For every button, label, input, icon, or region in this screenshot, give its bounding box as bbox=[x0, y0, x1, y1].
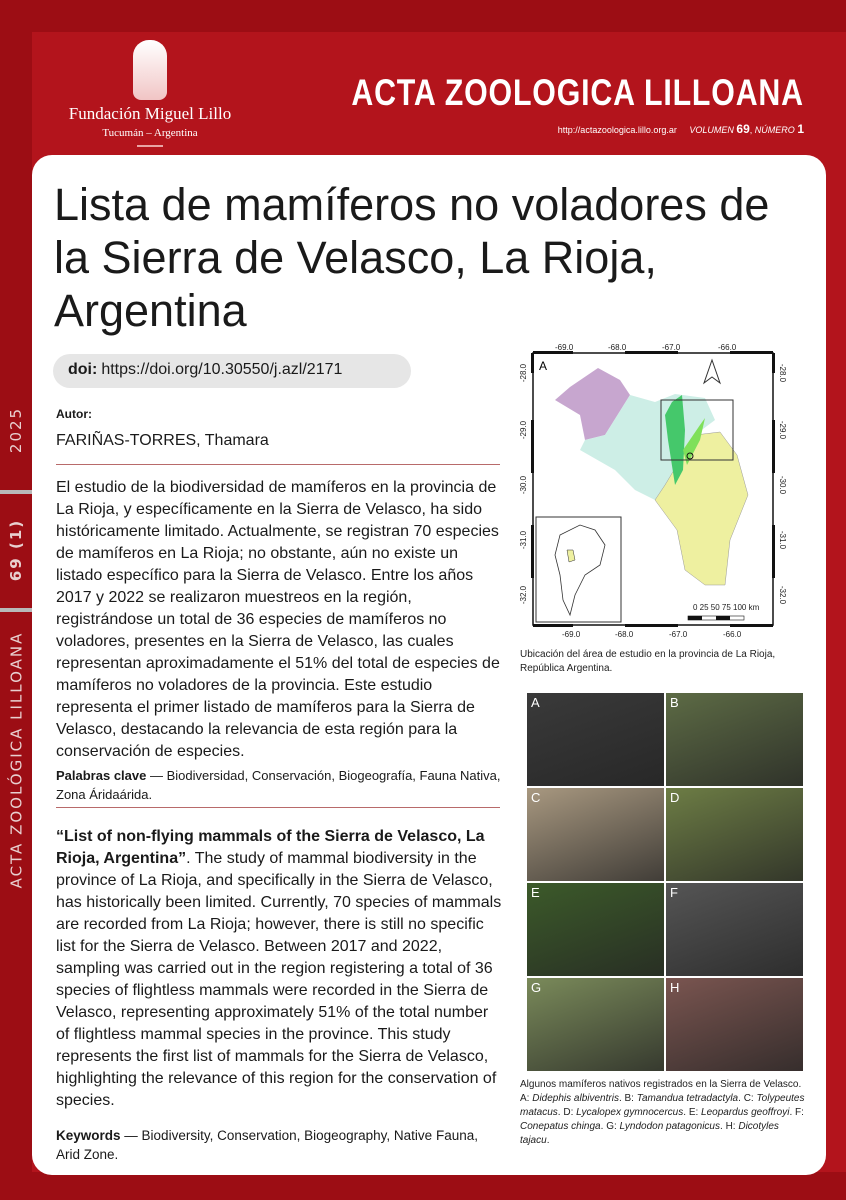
species-name: Leopardus geoffroyi bbox=[701, 1107, 790, 1118]
species-letter: A: bbox=[520, 1093, 533, 1104]
animal-photo bbox=[666, 978, 803, 1071]
author-name: FARIÑAS-TORRES, Thamara bbox=[56, 432, 269, 449]
map-caption: Ubicación del área de estudio en la provincia de La Rioja, República Argentina. bbox=[520, 649, 776, 674]
lat-tick: -29.0 bbox=[519, 420, 528, 440]
owl-logo-icon bbox=[133, 40, 167, 100]
keywords-value: Biodiversity, Conservation, Biogeography, Native Fauna, Arid Zone. bbox=[56, 1128, 478, 1162]
lat-tick: -30.0 bbox=[778, 475, 787, 495]
journal-title: ACTA ZOOLOGICA LILLOANA bbox=[351, 72, 804, 113]
map-panel-label: A bbox=[539, 359, 548, 373]
divider bbox=[0, 608, 32, 612]
species-name: Tolypeutes matacus bbox=[520, 1093, 805, 1118]
photo-label: A bbox=[531, 695, 540, 710]
lon-tick: -69.0 bbox=[562, 630, 581, 639]
sidebar-journal: ACTA ZOOLÓGICA LILLOANA bbox=[7, 631, 26, 889]
foundation-logo bbox=[60, 40, 240, 147]
journal-url[interactable]: http://actazoologica.lillo.org.ar bbox=[557, 125, 677, 135]
species-name: Tamandua tetradactyla bbox=[636, 1093, 739, 1104]
study-area-map bbox=[505, 340, 795, 640]
photo-label: E bbox=[531, 885, 540, 900]
divider bbox=[137, 145, 163, 147]
animal-photo bbox=[666, 883, 803, 976]
scale-label: 0 25 50 75 100 km bbox=[693, 603, 760, 612]
animal-photo bbox=[527, 978, 664, 1071]
lat-tick: -31.0 bbox=[519, 530, 528, 550]
animal-photo bbox=[527, 693, 664, 786]
lon-tick: -67.0 bbox=[662, 343, 681, 352]
doi-link[interactable]: https://doi.org/10.30550/j.azl/2171 bbox=[101, 361, 343, 378]
abstract-en-text: . The study of mammal biodiversity in the province of La Rioja, and specifically in the Sierra de Velasco, has historically been limited. Currently, 70 species of mammals are recorded from La Rioja; however, there is still no specific list for the Sierra de Velasco. Between 2017 and 2022, sampling was carried out in the region registering a total of 36 species of flightless mammals were recorded in the Sierra de Velasco, representing approximately 51% of the total number of flightless mammal species in the province. This study represents the first list of mammals for the Sierra de Velasco, highlighting the relevance of this region for the conservation of species. bbox=[56, 850, 502, 1109]
photo-label: F bbox=[670, 885, 678, 900]
species-letter: G: bbox=[606, 1121, 620, 1132]
lat-tick: -29.0 bbox=[778, 420, 787, 440]
lon-tick: -68.0 bbox=[615, 630, 634, 639]
photo-label: D bbox=[670, 790, 680, 805]
animal-photo bbox=[527, 788, 664, 881]
author-label: Autor: bbox=[56, 407, 92, 421]
lat-tick: -30.0 bbox=[519, 475, 528, 495]
photo-label: H bbox=[670, 980, 680, 995]
species-name: Lyndodon patagonicus bbox=[619, 1121, 720, 1132]
divider bbox=[56, 464, 500, 465]
number-label: NÚMERO bbox=[754, 125, 795, 135]
divider bbox=[56, 807, 500, 808]
lat-tick: -32.0 bbox=[519, 585, 528, 605]
species-letter: C: bbox=[743, 1093, 757, 1104]
volume-label: VOLUMEN bbox=[689, 125, 734, 135]
inset-map bbox=[536, 517, 621, 622]
lat-tick: -31.0 bbox=[778, 530, 787, 550]
keywords-value: Biodiversidad, Conservación, Biogeografía, Fauna Nativa, Zona Áridaárida. bbox=[56, 768, 501, 802]
abstract-es: El estudio de la biodiversidad de mamíferos en la provincia de La Rioja, y específicamente en la Sierra de Velasco, ha sido históricamente limitado. Actualmente, se registran 70 especies de mamíferos en La Rioja; no obstante, aún no existe un listado específico para la Sierra de Velasco. Entre los años 2017 y 2022 se realizaron muestreos en la región, registrándose un total de 36 especies de mamíferos no voladores, presentes en la Sierra de Velasco, las cuales representan aproximadamente el 51% del total de especies de mamíferos no voladores de la provincia. Este estudio representa el primer listado de mamíferos para la Sierra de Velasco, destacando la relevancia de esta región para la conservación de especies. bbox=[56, 479, 500, 760]
doi-badge[interactable] bbox=[53, 354, 411, 388]
photo-grid bbox=[527, 693, 803, 1071]
species-letter: F: bbox=[795, 1107, 804, 1118]
lat-tick: -32.0 bbox=[778, 585, 787, 605]
article-title: Lista de mamíferos no voladores de la Sierra de Velasco, La Rioja, Argentina bbox=[54, 179, 770, 336]
caption-intro: Algunos mamíferos nativos registrados en la Sierra de Velasco. bbox=[520, 1079, 802, 1090]
photo-label: B bbox=[670, 695, 679, 710]
keywords-label: Palabras clave bbox=[56, 768, 147, 783]
species-name: Lycalopex gymnocercus bbox=[576, 1107, 684, 1118]
photo-label: C bbox=[531, 790, 541, 805]
number: 1 bbox=[797, 122, 804, 136]
animal-photo bbox=[666, 788, 803, 881]
lon-tick: -66.0 bbox=[718, 343, 737, 352]
foundation-location: Tucumán – Argentina bbox=[102, 127, 198, 139]
photo-label: G bbox=[531, 980, 542, 995]
animal-photo bbox=[666, 693, 803, 786]
lon-tick: -66.0 bbox=[723, 630, 742, 639]
doi-label: doi: bbox=[68, 361, 98, 378]
animal-photo bbox=[527, 883, 664, 976]
keywords-label: Keywords bbox=[56, 1128, 121, 1143]
foundation-name: Fundación Miguel Lillo bbox=[68, 104, 232, 123]
sidebar-issue: 69 (1) bbox=[7, 518, 25, 582]
species-letter: H: bbox=[725, 1121, 739, 1132]
lat-tick: -28.0 bbox=[778, 363, 787, 383]
species-name: Didephis albiventris bbox=[532, 1093, 619, 1104]
english-title: “List of non-flying mammals of the Sierra de Velasco, La Rioja, Argentina” bbox=[56, 828, 485, 867]
keywords-es: Palabras clave — Biodiversidad, Conservación, Biogeografía, Fauna Nativa, Zona Áridaárida. bbox=[56, 768, 501, 802]
lon-tick: -69.0 bbox=[555, 343, 574, 352]
sidebar-year: 2025 bbox=[7, 406, 25, 454]
lat-tick: -28.0 bbox=[519, 363, 528, 383]
species-letter: B: bbox=[624, 1093, 637, 1104]
lon-tick: -67.0 bbox=[669, 630, 688, 639]
divider bbox=[0, 490, 32, 494]
species-letter: D: bbox=[563, 1107, 577, 1118]
abstract-en bbox=[56, 826, 504, 1112]
photo-caption: Algunos mamíferos nativos registrados en la Sierra de Velasco. A: Didephis albiventris. B: Tamandua tetradactyla. C: Tolypeutes matacus. D: Lycalopex gymnocercus. E: Leopardus geoffroyi. F: Conepatus chinga. G: Lyndodon patagonicus. H: Dicotyles tajacu. bbox=[520, 1079, 805, 1146]
species-letter: E: bbox=[688, 1107, 702, 1118]
journal-info: http://actazoologica.lillo.org.ar VOLUMEN 69, NÚMERO 1 bbox=[557, 122, 804, 136]
lon-tick: -68.0 bbox=[608, 343, 627, 352]
keywords-en: Keywords — Biodiversity, Conservation, Biogeography, Native Fauna, Arid Zone. bbox=[56, 1128, 478, 1162]
species-name: Conepatus chinga bbox=[520, 1121, 601, 1132]
volume: 69 bbox=[736, 122, 750, 136]
species-name: Dicotyles tajacu bbox=[520, 1121, 779, 1146]
